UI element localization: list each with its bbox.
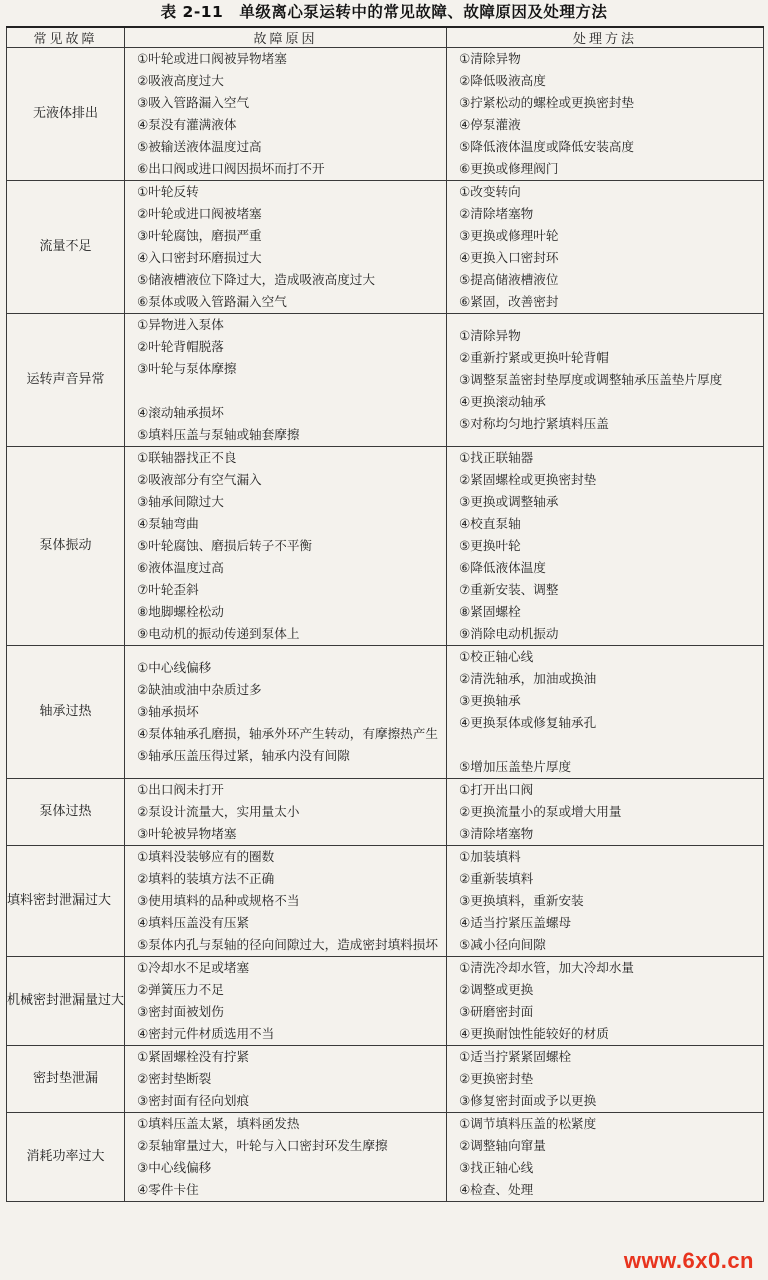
- cause-cell-item: ⑦叶轮歪斜: [137, 582, 199, 597]
- solution-cell: [447, 181, 764, 314]
- cause-cell-item: ④泵没有灌满液体: [137, 117, 237, 132]
- cause-cell-item: ⑤被输送液体温度过高: [137, 139, 262, 154]
- cause-cell-item: ④泵体轴承孔磨损，轴承外环产生转动，有摩擦热产生: [137, 726, 438, 741]
- header-fault: 常见故障: [7, 27, 125, 48]
- fault-name: 轴承过热: [7, 646, 125, 779]
- solution-cell-item: ⑤更换叶轮: [459, 538, 521, 553]
- cause-cell-item: ④零件卡住: [137, 1182, 199, 1197]
- solution-cell-item: ②更换密封垫: [459, 1071, 534, 1086]
- fault-name: 消耗功率过大: [7, 1113, 125, 1202]
- solution-cell-item: ⑨消除电动机振动: [459, 626, 559, 641]
- solution-cell-item: ②调整或更换: [459, 982, 534, 997]
- cause-cell: [125, 846, 447, 957]
- cause-cell-item: ⑥泵体或吸入管路漏入空气: [137, 294, 287, 309]
- cause-cell-item: ⑤泵体内孔与泵轴的径向间隙过大，造成密封填料损坏: [137, 937, 438, 952]
- cause-cell-item: ③密封面被划伤: [137, 1004, 224, 1019]
- cause-cell-item: ③密封面有径向划痕: [137, 1093, 250, 1108]
- solution-cell: [447, 447, 764, 646]
- fault-name: 机械密封泄漏量过大: [7, 957, 125, 1046]
- cause-cell-item: ①叶轮或进口阀被异物堵塞: [137, 51, 287, 66]
- cause-cell-item: ②泵设计流量大，实用量太小: [137, 804, 300, 819]
- solution-cell: [447, 846, 764, 957]
- cause-cell-item: ⑥出口阀或进口阀因损坏而打不开: [137, 161, 325, 176]
- solution-cell-item: ③更换轴承: [459, 693, 521, 708]
- cause-cell-item: ④填料压盖没有压紧: [137, 915, 250, 930]
- cause-cell: [125, 957, 447, 1046]
- cause-cell-item: ②吸液部分有空气漏入: [137, 472, 262, 487]
- solution-cell-item: ②紧固螺栓或更换密封垫: [459, 472, 597, 487]
- solution-cell-item: ①适当拧紧紧固螺栓: [459, 1049, 572, 1064]
- solution-cell-item: ②清除堵塞物: [459, 206, 534, 221]
- cause-cell-item: ⑥液体温度过高: [137, 560, 224, 575]
- cause-cell-item: ①填料压盖太紧，填料函发热: [137, 1116, 300, 1131]
- cause-cell-item: ①冷却水不足或堵塞: [137, 960, 250, 975]
- cause-cell-item: ③中心线偏移: [137, 1160, 212, 1175]
- solution-cell-item: ④适当拧紧压盖螺母: [459, 915, 572, 930]
- cause-cell-item: ③叶轮与泵体摩擦: [137, 361, 237, 376]
- solution-cell: [447, 48, 764, 181]
- header-solution: 处理方法: [447, 27, 764, 48]
- blank-line: [447, 734, 763, 756]
- solution-cell-item: ④更换耐蚀性能较好的材质: [459, 1026, 609, 1041]
- fault-name: 运转声音异常: [7, 314, 125, 447]
- cause-cell-item: ⑤储液槽液位下降过大，造成吸液高度过大: [137, 272, 375, 287]
- solution-cell-item: ⑥紧固，改善密封: [459, 294, 559, 309]
- fault-name: 泵体过热: [7, 779, 125, 846]
- table-row: [7, 314, 764, 447]
- cause-cell-item: ②泵轴窜量过大，叶轮与入口密封环发生摩擦: [137, 1138, 388, 1153]
- cause-cell-item: ⑨电动机的振动传递到泵体上: [137, 626, 300, 641]
- solution-cell-item: ④检查、处理: [459, 1182, 534, 1197]
- cause-cell-item: ①紧固螺栓没有拧紧: [137, 1049, 250, 1064]
- cause-cell-item: ③轴承损坏: [137, 704, 199, 719]
- solution-cell-item: ②降低吸液高度: [459, 73, 546, 88]
- table-body: [7, 48, 764, 1202]
- cause-cell-item: ③轴承间隙过大: [137, 494, 224, 509]
- solution-cell-item: ⑧紧固螺栓: [459, 604, 521, 619]
- solution-cell-item: ⑤增加压盖垫片厚度: [459, 759, 572, 774]
- solution-cell: [447, 314, 764, 447]
- solution-cell-item: ①清洗冷却水管，加大冷却水量: [459, 960, 635, 975]
- solution-cell-item: ③调整泵盖密封垫厚度或调整轴承压盖垫片厚度: [459, 372, 723, 387]
- blank-line: [125, 380, 446, 402]
- cause-cell-item: ②叶轮背帽脱落: [137, 339, 224, 354]
- cause-cell-item: ⑤轴承压盖压得过紧，轴承内没有间隙: [137, 748, 350, 763]
- table-title: 表 2-11 单级离心泵运转中的常见故障、故障原因及处理方法: [160, 3, 608, 21]
- solution-cell-item: ⑤提高储液槽液位: [459, 272, 559, 287]
- cause-cell-item: ①填料没装够应有的圈数: [137, 849, 275, 864]
- cause-cell-item: ③使用填料的品种或规格不当: [137, 893, 300, 908]
- cause-cell: [125, 779, 447, 846]
- solution-cell-item: ④更换入口密封环: [459, 250, 559, 265]
- solution-cell-item: ⑦重新安装、调整: [459, 582, 559, 597]
- solution-cell: [447, 957, 764, 1046]
- cause-cell-item: ④泵轴弯曲: [137, 516, 199, 531]
- solution-cell-item: ④校直泵轴: [459, 516, 521, 531]
- cause-cell-item: ①出口阀未打开: [137, 782, 224, 797]
- solution-cell-item: ⑥更换或修理阀门: [459, 161, 559, 176]
- cause-cell-item: ④入口密封环磨损过大: [137, 250, 262, 265]
- solution-cell-item: ②调整轴向窜量: [459, 1138, 546, 1153]
- solution-cell-item: ④更换滚动轴承: [459, 394, 546, 409]
- cause-cell: [125, 181, 447, 314]
- header-cause: 故障原因: [125, 27, 447, 48]
- fault-name: 流量不足: [7, 181, 125, 314]
- solution-cell: [447, 1046, 764, 1113]
- solution-cell-item: ①清除异物: [459, 51, 521, 66]
- fault-name: 无液体排出: [7, 48, 125, 181]
- solution-cell-item: ①找正联轴器: [459, 450, 534, 465]
- fault-name: 泵体振动: [7, 447, 125, 646]
- cause-cell-item: ⑤叶轮腐蚀、磨损后转子不平衡: [137, 538, 313, 553]
- cause-cell-item: ②弹簧压力不足: [137, 982, 224, 997]
- solution-cell: [447, 646, 764, 779]
- table-row: [7, 181, 764, 314]
- solution-cell-item: ①加装填料: [459, 849, 521, 864]
- table-row: [7, 447, 764, 646]
- table-header-row: [7, 27, 764, 48]
- solution-cell-item: ③拧紧松动的螺栓或更换密封垫: [459, 95, 635, 110]
- cause-cell: [125, 1046, 447, 1113]
- cause-cell-item: ②吸液高度过大: [137, 73, 224, 88]
- solution-cell-item: ⑤减小径向间隙: [459, 937, 546, 952]
- solution-cell-item: ②清洗轴承，加油或换油: [459, 671, 597, 686]
- solution-cell-item: ⑥降低液体温度: [459, 560, 546, 575]
- cause-cell-item: ③叶轮被异物堵塞: [137, 826, 237, 841]
- cause-cell-item: ②密封垫断裂: [137, 1071, 212, 1086]
- solution-cell-item: ②重新拧紧或更换叶轮背帽: [459, 350, 609, 365]
- solution-cell-item: ①改变转向: [459, 184, 521, 199]
- solution-cell-item: ③清除堵塞物: [459, 826, 534, 841]
- solution-cell: [447, 779, 764, 846]
- table-row: [7, 1046, 764, 1113]
- table-row: [7, 957, 764, 1046]
- table-row: [7, 48, 764, 181]
- solution-cell-item: ③更换或修理叶轮: [459, 228, 559, 243]
- solution-cell-item: ⑤对称均匀地拧紧填料压盖: [459, 416, 609, 431]
- cause-cell-item: ③吸入管路漏入空气: [137, 95, 250, 110]
- solution-cell-item: ⑤降低液体温度或降低安装高度: [459, 139, 635, 154]
- solution-cell-item: ③修复密封面或予以更换: [459, 1093, 597, 1108]
- table-row: [7, 646, 764, 779]
- cause-cell: [125, 646, 447, 779]
- cause-cell-item: ①叶轮反转: [137, 184, 199, 199]
- cause-cell-item: ①联轴器找正不良: [137, 450, 237, 465]
- cause-cell-item: ④滚动轴承损坏: [137, 405, 224, 420]
- table-row: [7, 779, 764, 846]
- solution-cell: [447, 1113, 764, 1202]
- cause-cell: [125, 48, 447, 181]
- table-row: [7, 846, 764, 957]
- solution-cell-item: ③更换或调整轴承: [459, 494, 559, 509]
- solution-cell-item: ③找正轴心线: [459, 1160, 534, 1175]
- cause-cell: [125, 1113, 447, 1202]
- solution-cell-item: ④更换泵体或修复轴承孔: [459, 715, 597, 730]
- fault-table: [6, 26, 764, 1202]
- solution-cell-item: ①打开出口阀: [459, 782, 534, 797]
- site-watermark: www.6x0.cn: [623, 1248, 754, 1273]
- table-row: [7, 1113, 764, 1202]
- cause-cell-item: ②填料的装填方法不正确: [137, 871, 275, 886]
- fault-name: 密封垫泄漏: [7, 1046, 125, 1113]
- cause-cell-item: ⑤填料压盖与泵轴或轴套摩擦: [137, 427, 300, 442]
- solution-cell-item: ①校正轴心线: [459, 649, 534, 664]
- cause-cell: [125, 314, 447, 447]
- cause-cell: [125, 447, 447, 646]
- cause-cell-item: ④密封元件材质选用不当: [137, 1026, 275, 1041]
- cause-cell-item: ①中心线偏移: [137, 660, 212, 675]
- solution-cell-item: ④停泵灌液: [459, 117, 521, 132]
- solution-cell-item: ①调节填料压盖的松紧度: [459, 1116, 597, 1131]
- solution-cell-item: ③更换填料，重新安装: [459, 893, 584, 908]
- solution-cell-item: ②更换流量小的泵或增大用量: [459, 804, 622, 819]
- cause-cell-item: ②缺油或油中杂质过多: [137, 682, 262, 697]
- solution-cell-item: ①清除异物: [459, 328, 521, 343]
- cause-cell-item: ③叶轮腐蚀，磨损严重: [137, 228, 262, 243]
- cause-cell-item: ⑧地脚螺栓松动: [137, 604, 224, 619]
- solution-cell-item: ③研磨密封面: [459, 1004, 534, 1019]
- cause-cell-item: ①异物进入泵体: [137, 317, 224, 332]
- cause-cell-item: ②叶轮或进口阀被堵塞: [137, 206, 262, 221]
- fault-name: 填料密封泄漏过大: [7, 846, 125, 957]
- solution-cell-item: ②重新装填料: [459, 871, 534, 886]
